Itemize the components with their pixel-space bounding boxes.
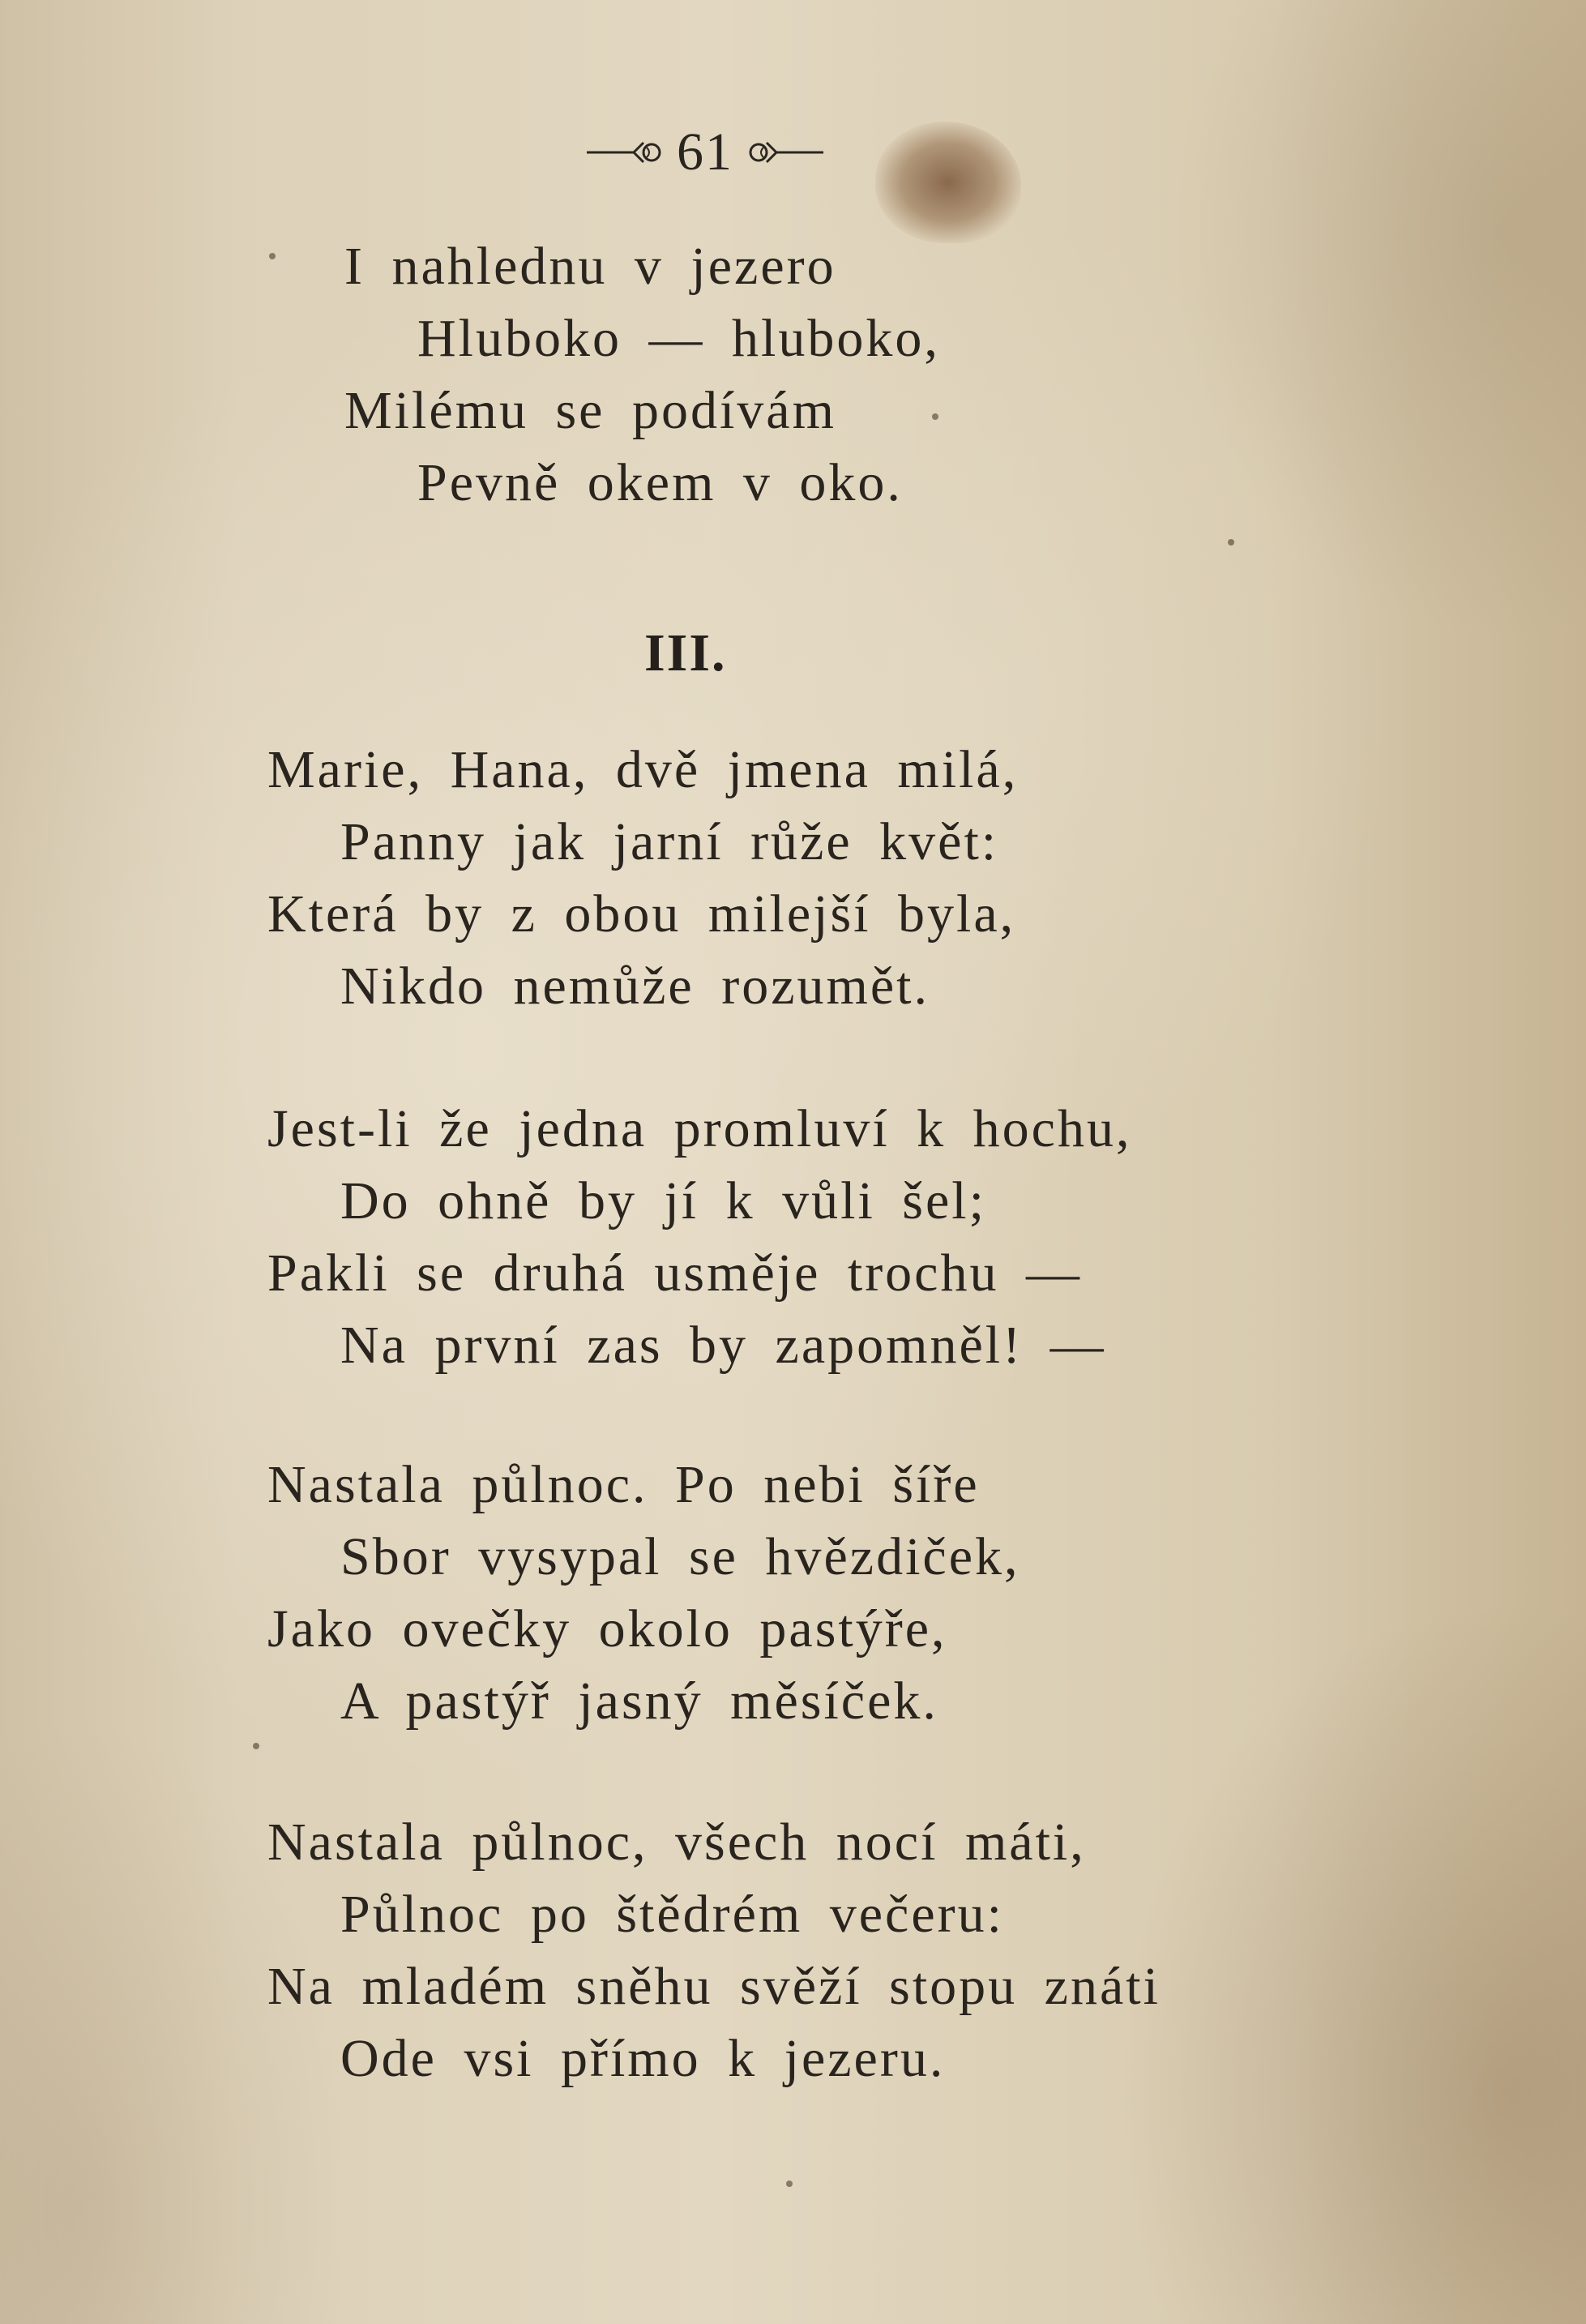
stanza-4 <box>267 1806 1240 2095</box>
poem-line: Pevně okem v oko. <box>417 453 903 512</box>
poem-line: Pakli se druhá usměje trochu — <box>267 1243 1082 1303</box>
poem-line: A pastýř jasný měsíček. <box>340 1671 938 1731</box>
paper-speck <box>1228 539 1234 546</box>
stanza-2 <box>267 1093 1240 1381</box>
paper-speck <box>932 413 938 420</box>
poem-line: Na první zas by zapomněl! — <box>340 1316 1106 1375</box>
ink-stain <box>875 122 1021 243</box>
poem-line: Jest-li že jedna promluví k hochu, <box>267 1099 1132 1158</box>
poem-line: Milému se podívám <box>344 381 836 440</box>
section-heading: III. <box>644 623 727 683</box>
poem-line: Jako ovečky okolo pastýře, <box>267 1599 947 1658</box>
stanza-1 <box>267 734 1240 1022</box>
paper-speck <box>269 253 276 259</box>
left-ornament-icon <box>585 136 662 169</box>
poem-line: Na mladém sněhu svěží stopu znáti <box>267 1957 1161 2016</box>
poem-line: Panny jak jarní růže květ: <box>340 812 999 871</box>
poem-line: Která by z obou milejší byla, <box>267 884 1016 944</box>
paper-speck <box>786 2181 793 2187</box>
poem-line: Do ohně by jí k vůli šel; <box>340 1171 986 1230</box>
page-number: 61 <box>677 122 733 182</box>
paper-speck <box>253 1743 259 1749</box>
poem-line: I nahlednu v jezero <box>344 237 836 296</box>
intro-stanza <box>267 230 1240 519</box>
poem-line: Marie, Hana, dvě jmena milá, <box>267 740 1019 799</box>
stanza-3 <box>267 1449 1240 1737</box>
page-header <box>535 120 875 185</box>
poem-line: Půlnoc po štědrém večeru: <box>340 1885 1004 1944</box>
poem-line: Nastala půlnoc. Po nebi šíře <box>267 1455 980 1514</box>
poem-line: Ode vsi přímo k jezeru. <box>340 2029 946 2088</box>
poem-line: Sbor vysypal se hvězdiček, <box>340 1527 1020 1586</box>
right-ornament-icon <box>748 136 825 169</box>
poem-line: Nikdo nemůže rozumět. <box>340 957 930 1016</box>
poem-line: Nastala půlnoc, všech nocí máti, <box>267 1813 1086 1872</box>
poem-line: Hluboko — hluboko, <box>417 309 940 368</box>
